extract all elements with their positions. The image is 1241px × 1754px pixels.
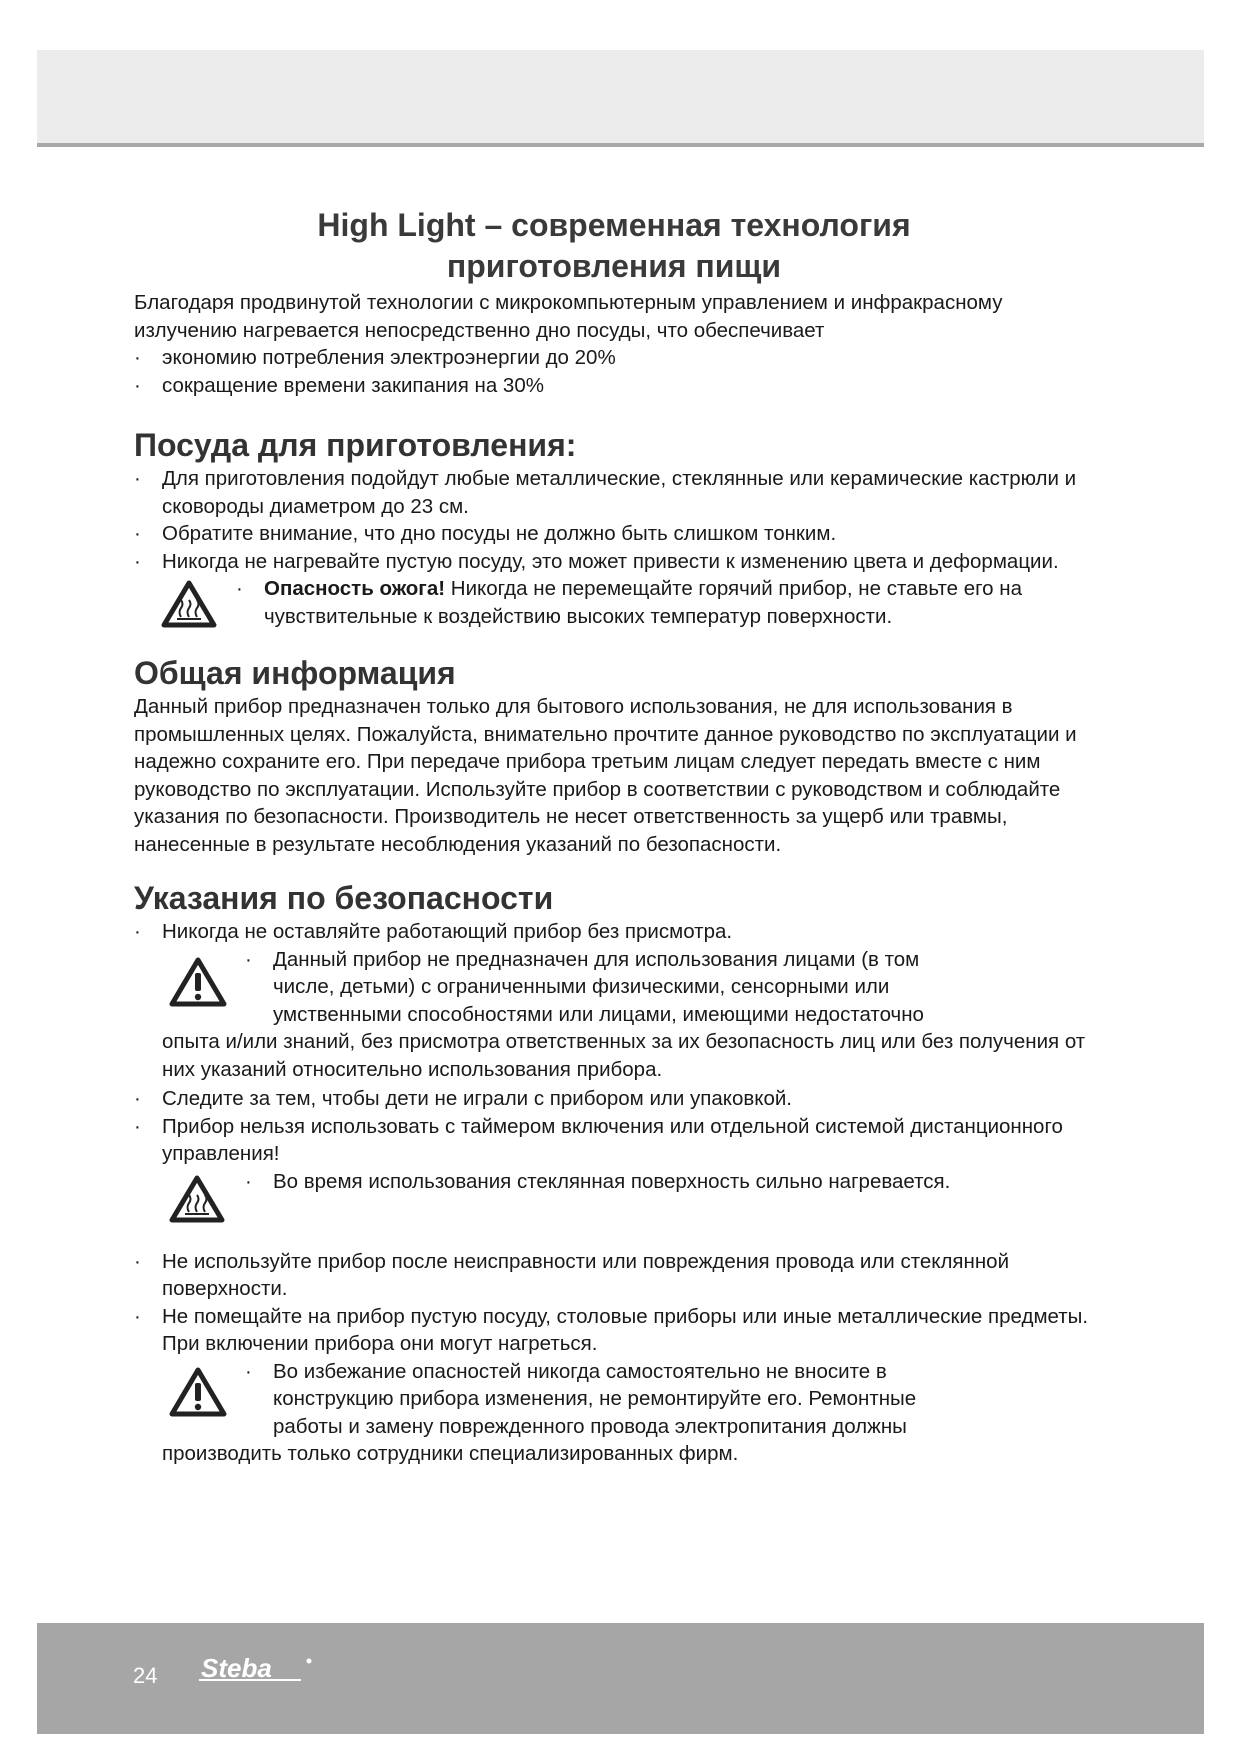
warning-line: числе, детьми) с ограниченными физическими, сенсорными или — [273, 975, 890, 998]
intro-text: Благодаря продвинутой технологии с микрокомпьютерным управлением и инфракрасному излучению нагревается непосредственно дно посуды, что обеспечивает — [134, 291, 1003, 342]
warning-line: Данный прибор не предназначен для использования лицами (в том — [273, 947, 920, 971]
title-line-1: High Light – современная технология — [317, 207, 911, 243]
warning-line: работы и замену поврежденного провода электропитания должны — [273, 1414, 907, 1438]
list-item: · экономию потребления электроэнергии до 20% — [134, 346, 616, 369]
safety-warning-1: · Данный прибор не предназначен для использования лицами (в том числе, детьми) с ограниченными физическими, сенсорными или умственными способностями или лицами, имеющими недостаточно — [134, 946, 1094, 1029]
safety-warning-2: · Во время использования стеклянная поверхность сильно нагревается. — [134, 1168, 1094, 1248]
warning-line: Во избежание опасностей никогда самостоятельно не вносите в — [273, 1359, 887, 1383]
hot-surface-warning-icon — [168, 1174, 226, 1224]
safety-warning-3-tail: производить только сотрудники специализированных фирм. — [162, 1442, 739, 1465]
burn-warning — [134, 575, 1094, 635]
cookware-heading: Посуда для приготовления: — [134, 427, 577, 463]
safety-warning-3: · Во избежание опасностей никогда самостоятельно не вносите в конструкцию прибора изменения, не ремонтируйте его. Ремонтные работы и замену поврежденного провода электропитания должны — [134, 1358, 1094, 1441]
list-item: · Прибор нельзя использовать с таймером включения или отдельной системой дистанционного управления! — [134, 1114, 1063, 1165]
steba-logo — [197, 1653, 327, 1687]
burn-warning-label: Опасность ожога! — [264, 577, 446, 600]
list-item: · Никогда не нагревайте пустую посуду, это может привести к изменению цвета и деформации. — [134, 549, 1059, 573]
general-warning-icon — [168, 1366, 228, 1418]
page-number: 24 — [133, 1663, 158, 1688]
warning-line: умственными способностями или лицами, имеющими недостаточно — [273, 1002, 924, 1026]
general-warning-icon — [168, 956, 228, 1008]
safety-warning-1-tail: опыта и/или знаний, без присмотра ответственных за их безопасность лиц или без получения от них указаний относительно использования прибора. — [162, 1030, 1086, 1081]
page-content — [134, 205, 1094, 1468]
safety-bullets-2 — [134, 1085, 1094, 1168]
footer-band — [37, 1623, 1204, 1734]
intro-bullets — [134, 344, 1094, 399]
list-item: · Обратите внимание, что дно посуды не должно быть слишком тонким. — [134, 522, 837, 545]
safety-warning-2-text: Во время использования стеклянная поверхность сильно нагревается. — [273, 1169, 951, 1193]
general-text: Данный прибор предназначен только для бытового использования, не для использования в промышленных целях. Пожалуйста, внимательно прочтите данное руководство по эксплуатации и надежно сохраните его. При передаче прибора третьим лицам следует передать вместе с ним руководство по эксплуатации. Используйте прибор в соответствии с руководством и соблюдайте указания по безопасности. Производитель не несет ответственность за ущерб или травмы, нанесенные в результате несоблюдения указаний по безопасности. — [134, 695, 1077, 856]
hot-surface-warning-icon — [160, 579, 218, 629]
list-item: · Следите за тем, чтобы дети не играли с прибором или упаковкой. — [134, 1087, 792, 1110]
safety-bullets-3 — [134, 1248, 1094, 1358]
title-line-2: приготовления пищи — [446, 248, 782, 284]
list-item: · Не используйте прибор после неисправности или повреждения провода или стеклянной поверхности. — [134, 1249, 1010, 1300]
list-item: · сокращение времени закипания на 30% — [134, 373, 544, 397]
list-item: · Никогда не оставляйте работающий прибор без присмотра. — [134, 920, 733, 943]
warning-line: конструкцию прибора изменения, не ремонтируйте его. Ремонтные — [273, 1387, 917, 1410]
header-band — [37, 50, 1204, 147]
svg-text:Steba: Steba — [201, 1653, 272, 1683]
safety-bullets-1 — [134, 918, 1094, 946]
general-heading: Общая информация — [134, 655, 456, 691]
burn-warning-text: · Опасность ожога! Никогда не перемещайте горячий прибор, не ставьте его на чувствительные к воздействию высоких температур поверхности. — [236, 577, 1023, 628]
safety-heading: Указания по безопасности — [134, 880, 554, 916]
cookware-bullets — [134, 465, 1094, 575]
list-item: · Для приготовления подойдут любые металлические, стеклянные или керамические кастрюли и сковороды диаметром до 23 см. — [134, 467, 1077, 518]
page-title — [134, 205, 1094, 287]
list-item: · Не помещайте на прибор пустую посуду, столовые приборы или иные металлические предметы. При включении прибора они могут нагреться. — [134, 1304, 1089, 1355]
